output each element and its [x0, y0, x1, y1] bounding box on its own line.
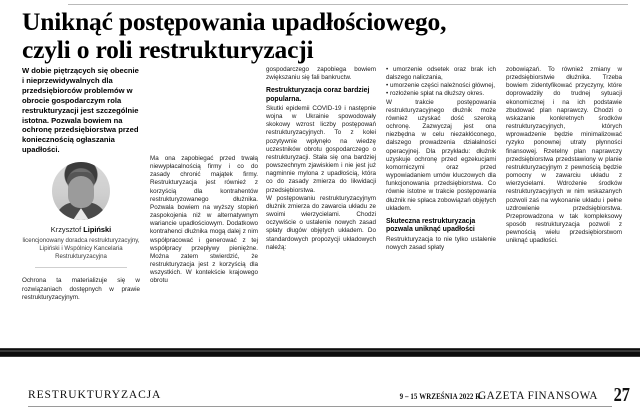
list-item: • rozłożenie spłat na dłuższy okres. — [386, 90, 485, 98]
column-2 — [150, 66, 258, 286]
page-footer — [0, 384, 640, 410]
col3-paragraph-2: Skutki epidemii COVID-19 i następnie wojna w Ukrainie spowodowały skokowy wzrost liczby postępowań restrukturyzacyjnych. To z kolei pozytywnie wpłynęło na wiedzę uczestników obrotu gospodarczego o restrukturyzacji. Stała się ona bardziej powszechnym zjawiskiem i nie jest już nagminnie mylona z upadłością, która co do zasady zmierza do likwidacji przedsiębiorstwa. — [266, 105, 376, 194]
headline-line-2: czyli o roli restrukturyzacji — [22, 35, 314, 64]
column-5 — [506, 66, 622, 245]
author-role: licencjonowany doradca restrukturyzacyjny, Lipiński i Wspólnicy Kancelaria Restrukturyzacyjna — [22, 237, 140, 261]
footer-publication-name: GAZETA FINANSOWA — [478, 390, 598, 402]
col3-paragraph-1: gospodarczego zapobiega bowiem zwiększaniu się fali bankructw. — [266, 66, 376, 82]
footer-issue-date: 9 – 15 WRZEŚNIA 2022 R. — [399, 392, 482, 401]
col3-paragraph-3: W postępowaniu restrukturyzacyjnym dłużnik zmierza do zawarcia układu ze swoimi wierzycielami. Chodzi oczywiście o ustalenie nowych zasad spłaty długów objętych układem. Do standardowych propozycji układowych należą: — [266, 194, 376, 251]
column-1 — [22, 66, 140, 302]
footer-band-highlight — [0, 350, 640, 352]
author-block — [22, 162, 140, 268]
page-title — [22, 8, 622, 64]
author-first-name: Krzysztof — [50, 225, 84, 235]
list-item: • umorzenie odsetek oraz brak ich dalszego naliczania, — [386, 66, 496, 82]
col5-paragraph-1: zobowiązań. To również zmiany w przedsiębiorstwie dłużnika. Trzeba bowiem zidentyfikować przyczyny, które doprowadziły do trudnej sytuacji ekonomicznej i na ich podstawie zbudować plan naprawczy. Chodzi o wskazanie konkretnych środków restrukturyzacyjnych, których wprowadzenie będzie minimalizować ryzyko ponownej utraty płynności finansowej. Rzetelny plan naprawczy przedsiębiorstwa przedstawiony w planie restrukturyzacyjnym z pewnością będzie pomocny w zawarciu układu z wierzycielami. Wdrożenie środków restrukturyzacyjnych w nim wskazanych pozwoli zaś na wykonanie układu i pełne uzdrowienie przedsiębiorstwa. Przeprowadzona w tak kompleksowy sposób restrukturyzacja pozwoli z pewnością wielu przedsiębiorstwom uniknąć upadłości. — [506, 66, 622, 245]
column-3 — [266, 66, 376, 252]
footer-divider — [28, 406, 612, 407]
list-item: • umorzenie części należności głównej, — [386, 82, 495, 90]
top-divider — [68, 4, 628, 5]
author-divider — [35, 267, 127, 268]
lead-paragraph: W dobie piętrzących się obecnie i nieprzewidywalnych dla przedsiębiorców problemów w obrocie gospodarczym rola restrukturyzacji jest szczególnie istotna. Pozwala bowiem na ochronę przedsiębiorstwa przed koniecznością ogłaszania upadłości. — [22, 66, 139, 155]
article-columns — [0, 66, 640, 341]
col1-paragraph: Ochrona ta materializuje się w rozwiązaniach dostępnych w prawie restrukturyzacyjnym. — [22, 277, 140, 301]
section-heading-restructuring-popular: Restrukturyzacja coraz bardziej popularna. — [266, 87, 370, 103]
col2-paragraph-1: Ma ona zapobiegać przed trwałą niewypłacalnością firmy i co do zasady chronić majątek firmy. Restrukturyzacja jest również z korzyścią dla kontrahentów restrukturyzowanego dłużnika. Pozwala bowiem na wyższy stopień zaspokojenia niż w alternatywnym wariancie upadłościowym. Dodatkowo kontrahenci dłużnika mogą dalej z nim współpracować i generować z tej współpracy przepływy pieniężne. Można zatem stwierdzić, że restrukturyzacja jest z korzyścią dla wszystkich. W kontekście krajowego obrotu — [150, 155, 258, 285]
headline-line-1: Uniknąć postępowania upadłościowego, — [22, 7, 447, 36]
author-last-name: Lipiński — [83, 225, 112, 235]
footer-page-number: 27 — [613, 384, 630, 406]
col4-paragraph-2: Restrukturyzacja to nie tylko ustalenie nowych zasad spłaty — [386, 235, 496, 251]
author-name — [22, 225, 140, 235]
col4-paragraph-1: W trakcie postępowania restrukturyzacyjnego dłużnik może również uzyskać dość szeroką ochronę. Zazwyczaj jest ona niezbędna w celu niezakłóconego, dalszego prowadzenia działalności operacyjnej. Dla przykładu: dłużnik uzyskuje ochronę przed egzekucjami komorniczymi oraz przed wypowiadaniem umów kluczowych dla funkcjonowania przedsiębiorstwa. Co równie istotne w trakcie postępowania dłużnik nie spłaca zobowiązań objętych układem. — [386, 98, 496, 212]
proposal-bullet-list — [386, 66, 496, 99]
avatar — [52, 162, 110, 220]
column-4 — [386, 66, 496, 252]
section-heading-effective-restructuring: Skuteczna restrukturyzacja pozwala uniknąć upadłości — [386, 217, 476, 234]
footer-section-name: RESTRUKTURYZACJA — [28, 389, 162, 401]
